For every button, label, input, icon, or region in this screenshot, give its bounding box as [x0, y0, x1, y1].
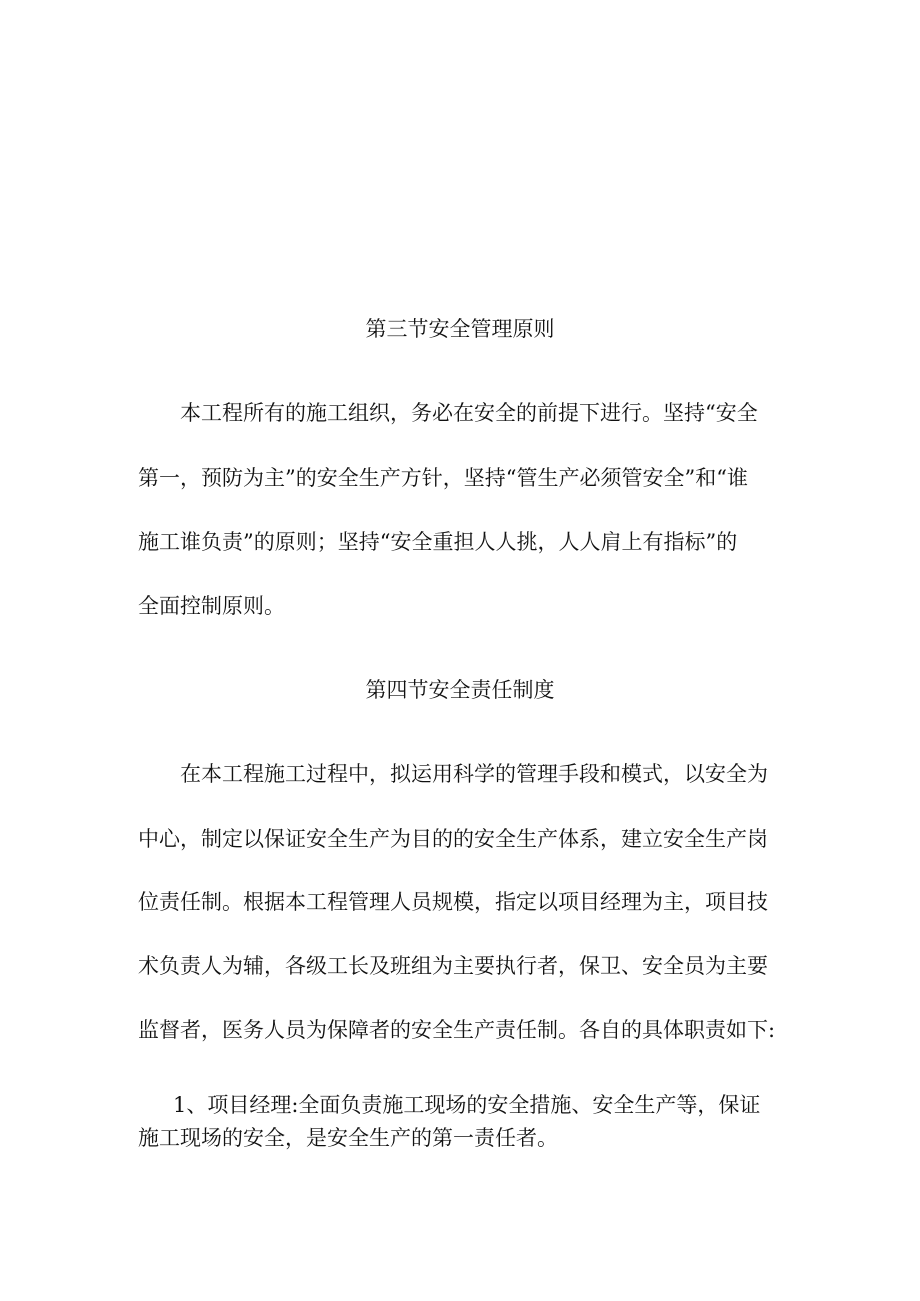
section-3-paragraph-line-1: 本工程所有的施工组织，务必在安全的前提下进行。坚持“安全	[180, 401, 758, 425]
section-3-title: 第三节安全管理原则	[365, 317, 555, 341]
section-3-paragraph-line-4: 全面控制原则。	[138, 594, 285, 618]
section-3-paragraph-line-3: 施工谁负责”的原则；坚持“安全重担人人挑，人人肩上有指标”的	[138, 530, 738, 554]
section-4-paragraph-line-2: 中心，制定以保证安全生产为目的的安全生产体系，建立安全生产岗	[138, 827, 768, 851]
section-3-paragraph-line-2: 第一，预防为主”的安全生产方针，坚持“管生产必须管安全”和“谁	[138, 466, 748, 490]
item-1-line-1: 1、项目经理:全面负责施工现场的安全措施、安全生产等，保证	[173, 1093, 761, 1117]
section-4-paragraph-line-4: 术负责人为辅，各级工长及班组为主要执行者，保卫、安全员为主要	[138, 954, 768, 978]
section-4-paragraph-line-5: 监督者，医务人员为保障者的安全生产责任制。各自的具体职责如下:	[138, 1018, 776, 1042]
section-4-paragraph-line-3: 位责任制。根据本工程管理人员规模，指定以项目经理为主，项目技	[138, 890, 768, 914]
section-4-title: 第四节安全责任制度	[365, 678, 555, 702]
section-4-paragraph-line-1: 在本工程施工过程中，拟运用科学的管理手段和模式，以安全为	[180, 762, 768, 786]
item-1-line-2: 施工现场的安全，是安全生产的第一责任者。	[138, 1126, 558, 1150]
